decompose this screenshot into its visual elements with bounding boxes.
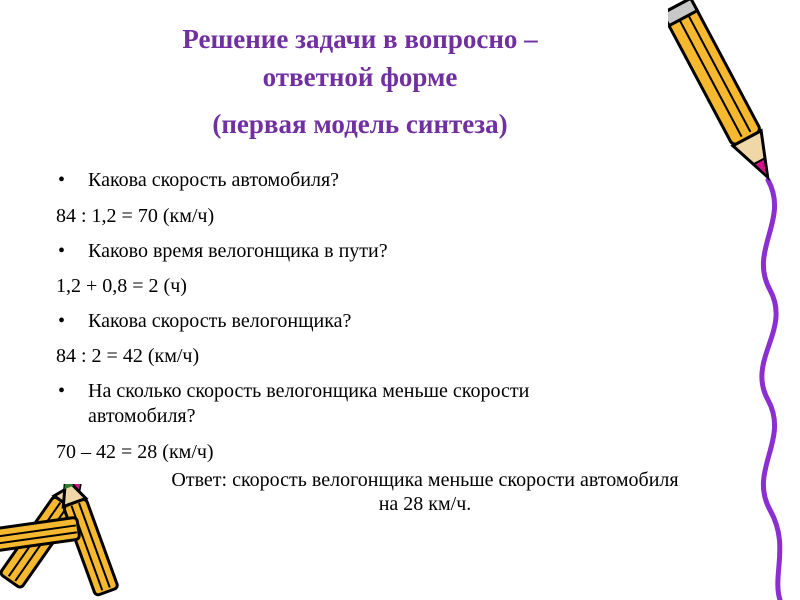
calculation-1: 84 : 1,2 = 70 (км/ч) — [56, 205, 215, 227]
pencil-icon — [668, 0, 780, 190]
calculation-2: 1,2 + 0,8 = 2 (ч) — [56, 275, 187, 297]
answer-line-2: на 28 км/ч. — [378, 493, 472, 515]
title-line-2: ответной форме — [262, 62, 458, 92]
answer-line-1: Ответ: скорость велогонщика меньше скорости автомобиля — [171, 469, 679, 491]
question-4-continued: автомобиля? — [88, 405, 196, 427]
question-3: • Какова скорость велогонщика? — [88, 309, 351, 333]
question-2: • Каково время велогонщика в пути? — [88, 239, 388, 263]
title-line-3: (первая модель синтеза) — [212, 109, 508, 139]
question-4: • На сколько скорость велогонщика меньше скорости — [88, 379, 529, 403]
pencils-icon — [0, 484, 150, 600]
calculation-3: 84 : 2 = 42 (км/ч) — [56, 345, 200, 367]
calculation-4: 70 – 42 = 28 (км/ч) — [56, 441, 214, 463]
title-line-1: Решение задачи в вопросно – — [182, 24, 538, 54]
question-1: • Какова скорость автомобиля? — [88, 168, 339, 192]
